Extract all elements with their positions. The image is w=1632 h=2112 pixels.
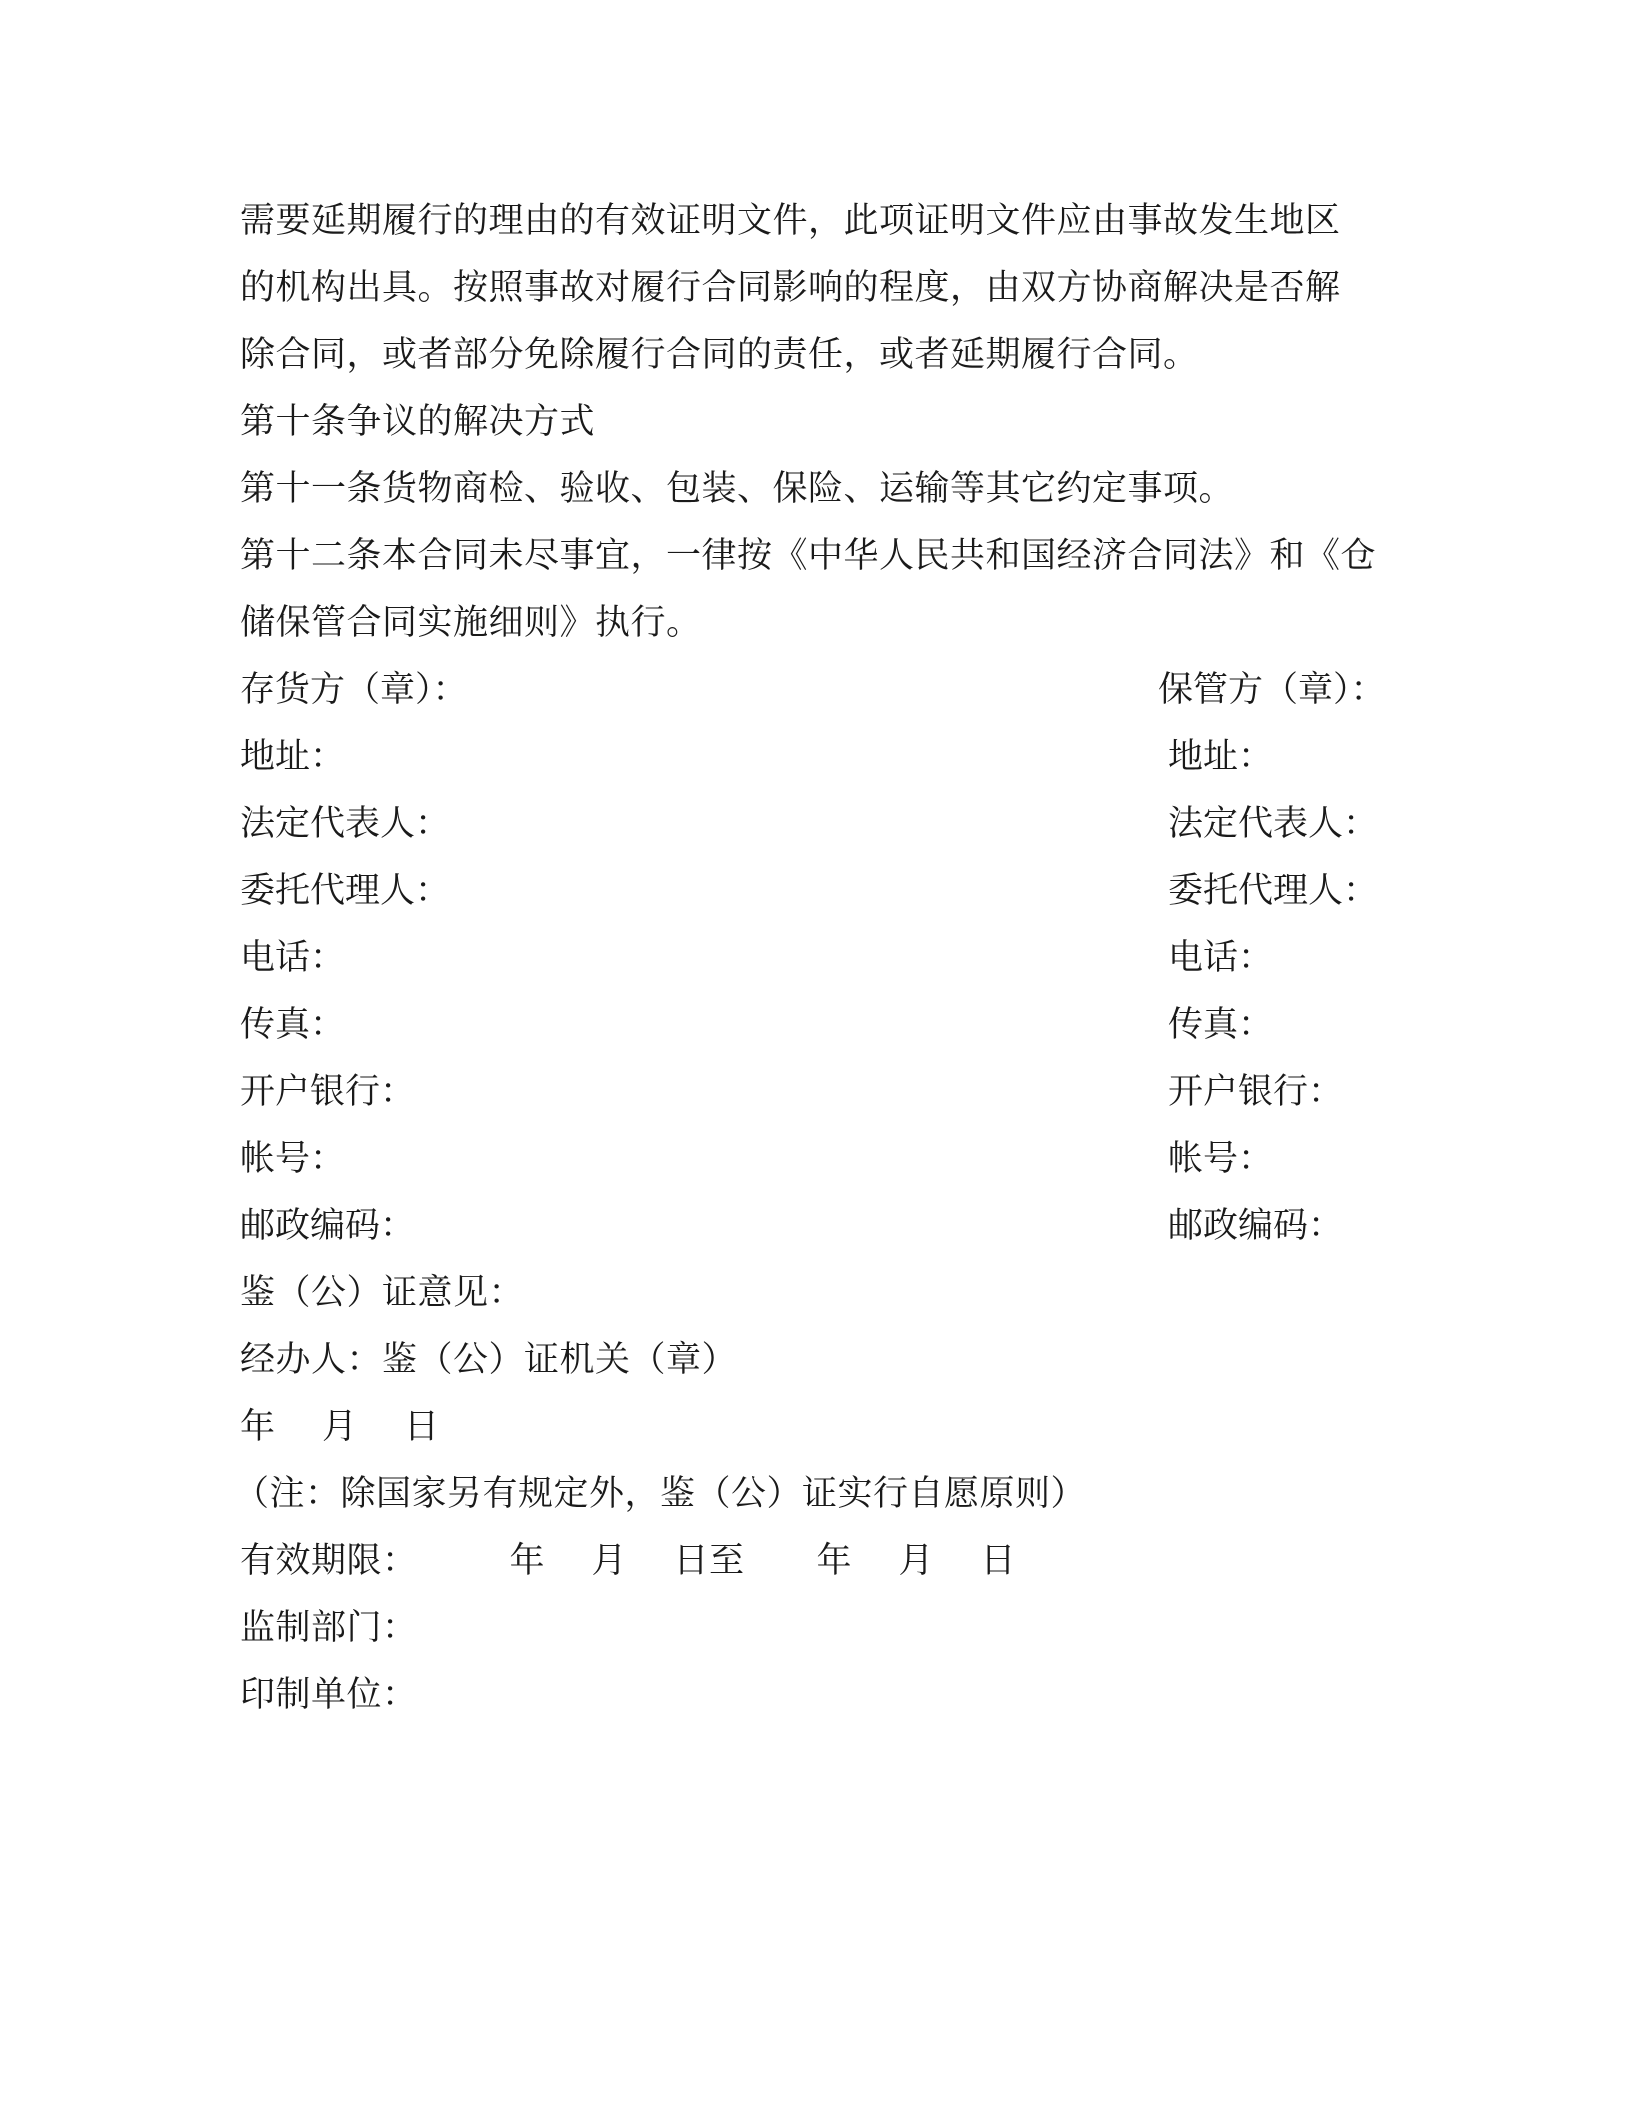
supervisor-label: 监制部门： bbox=[240, 1608, 418, 1648]
signature-row bbox=[240, 925, 1390, 992]
signature-row bbox=[240, 992, 1390, 1059]
custodian-bank-label: 开户银行： bbox=[1168, 1072, 1344, 1112]
article-10: 第十条争议的解决方式 bbox=[240, 402, 596, 442]
depositor-address-label: 地址： bbox=[240, 737, 346, 777]
depositor-phone-label: 电话： bbox=[240, 938, 346, 978]
paragraph-line-3: 除合同，或者部分免除履行合同的责任，或者延期履行合同。 bbox=[240, 335, 1199, 375]
article-12-line-2: 储保管合同实施细则》执行。 bbox=[240, 603, 702, 643]
depositor-postcode-label: 邮政编码： bbox=[240, 1206, 416, 1246]
notary-date-label: 年 月 日 bbox=[240, 1407, 440, 1447]
custodian-postcode-label: 邮政编码： bbox=[1168, 1206, 1344, 1246]
custodian-account-label: 帐号： bbox=[1168, 1139, 1274, 1179]
paragraph-line-1: 需要延期履行的理由的有效证明文件，此项证明文件应由事故发生地区 bbox=[240, 201, 1341, 241]
custodian-phone-label: 电话： bbox=[1168, 938, 1274, 978]
depositor-fax-label: 传真： bbox=[240, 1005, 346, 1045]
notary-handler-label: 经办人：鉴（公）证机关（章） bbox=[240, 1340, 738, 1380]
validity-to: 年 月 日 bbox=[816, 1541, 1017, 1581]
validity-row bbox=[240, 1528, 1390, 1595]
signature-row bbox=[240, 724, 1390, 791]
signature-row bbox=[240, 1193, 1390, 1260]
depositor-agent-label: 委托代理人： bbox=[240, 871, 451, 911]
custodian-fax-label: 传真： bbox=[1168, 1005, 1274, 1045]
document-body bbox=[234, 188, 1390, 1729]
depositor-account-label: 帐号： bbox=[240, 1139, 346, 1179]
custodian-agent-label: 委托代理人： bbox=[1168, 871, 1379, 911]
validity-label: 有效期限： bbox=[240, 1541, 418, 1581]
depositor-legal-rep-label: 法定代表人： bbox=[240, 804, 451, 844]
signature-row bbox=[240, 1126, 1390, 1193]
signature-row bbox=[240, 1059, 1390, 1126]
custodian-legal-rep-label: 法定代表人： bbox=[1168, 804, 1379, 844]
signature-row bbox=[240, 657, 1390, 724]
validity-from: 年 月 日至 bbox=[509, 1541, 745, 1581]
depositor-bank-label: 开户银行： bbox=[240, 1072, 416, 1112]
article-11: 第十一条货物商检、验收、包装、保险、运输等其它约定事项。 bbox=[240, 469, 1235, 509]
article-12-line-1: 第十二条本合同未尽事宜，一律按《中华人民共和国经济合同法》和《仓 bbox=[240, 536, 1377, 576]
signature-row bbox=[240, 791, 1390, 858]
paragraph-line-2: 的机构出具。按照事故对履行合同影响的程度，由双方协商解决是否解 bbox=[240, 268, 1341, 308]
notary-opinion-label: 鉴（公）证意见： bbox=[240, 1273, 525, 1313]
custodian-seal-label: 保管方（章）： bbox=[1158, 670, 1386, 710]
signature-row bbox=[240, 858, 1390, 925]
printer-label: 印制单位： bbox=[240, 1675, 418, 1715]
notary-note: （注：除国家另有规定外，鉴（公）证实行自愿原则） bbox=[234, 1474, 1087, 1514]
depositor-seal-label: 存货方（章）： bbox=[240, 670, 468, 710]
custodian-address-label: 地址： bbox=[1168, 737, 1274, 777]
